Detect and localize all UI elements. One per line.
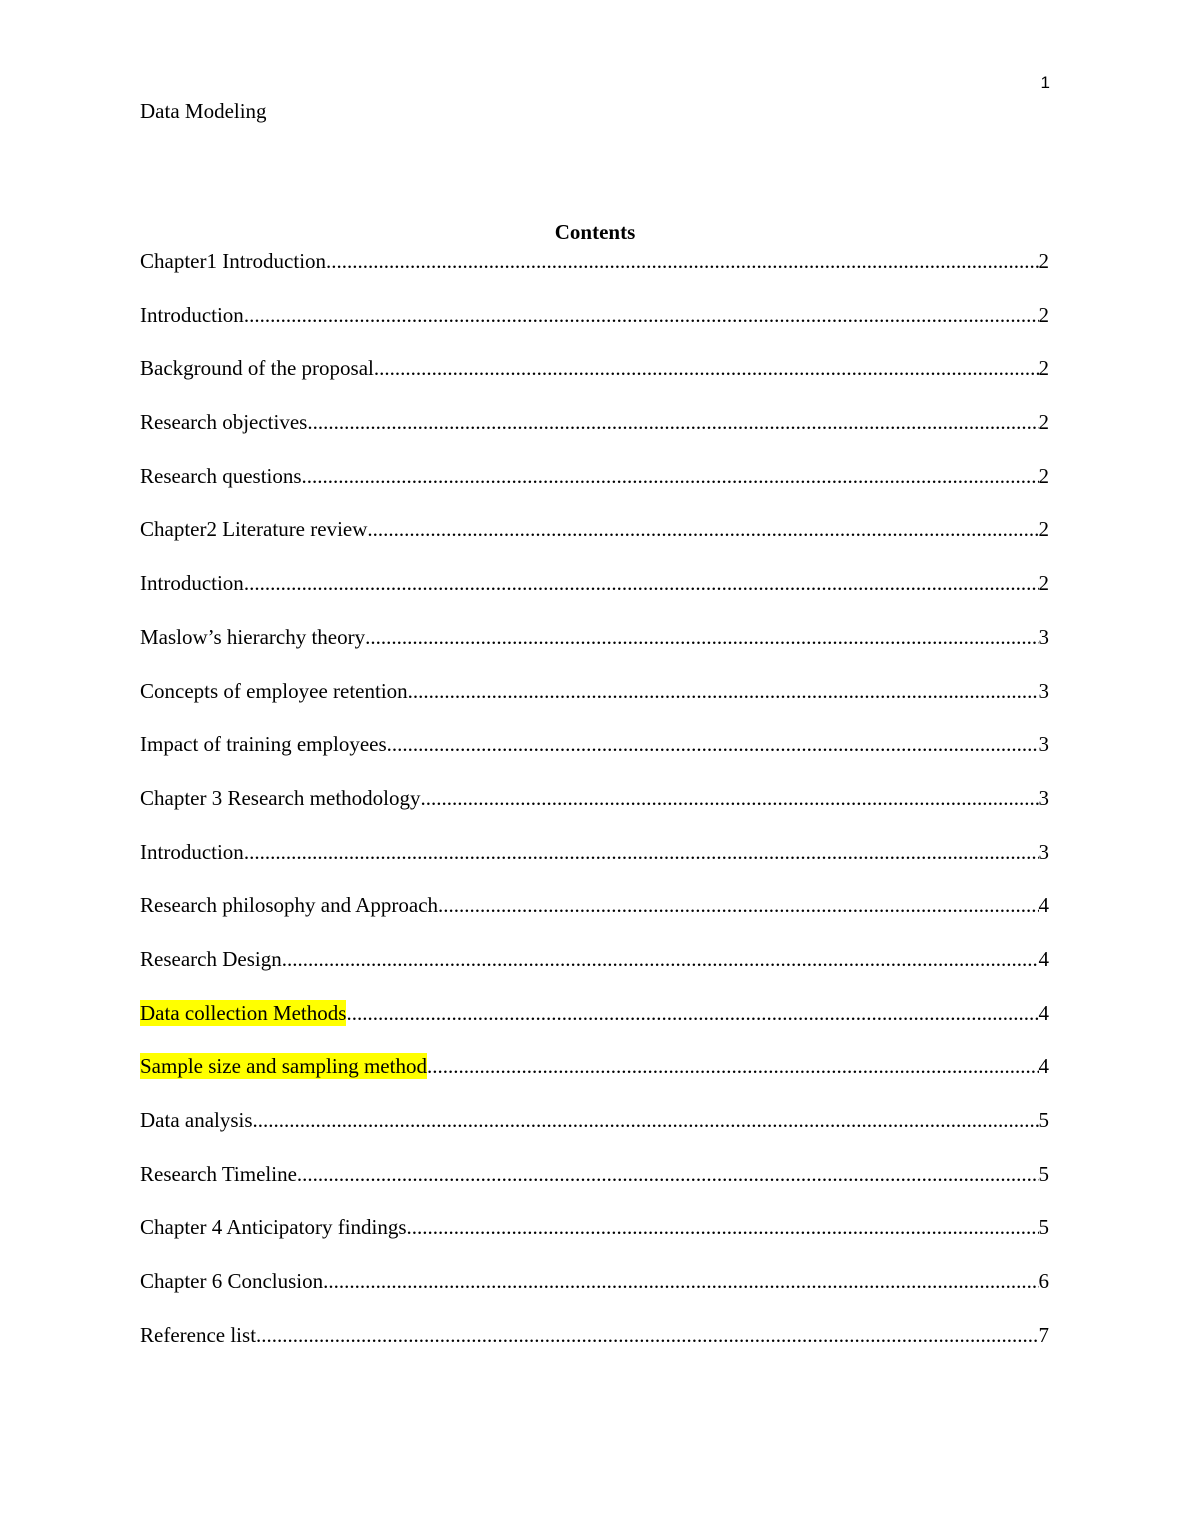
toc-entry[interactable] xyxy=(140,1322,1049,1376)
toc-entry-page: 6 xyxy=(1038,1269,1049,1294)
toc-entry-label: Impact of training employees xyxy=(140,732,387,757)
toc-entry-page: 4 xyxy=(1038,1054,1049,1079)
toc-entry-page: 2 xyxy=(1038,571,1049,596)
toc-entry-page: 4 xyxy=(1038,946,1049,971)
toc-entry-label: Data collection Methods xyxy=(140,1000,347,1025)
toc-entry-label: Chapter 3 Research methodology xyxy=(140,785,421,810)
toc-entry-page: 5 xyxy=(1038,1108,1049,1132)
toc-dot-leader xyxy=(244,839,1039,865)
toc-entry-label: Chapter 6 Conclusion xyxy=(140,1269,324,1294)
page-number: 1 xyxy=(1040,73,1050,92)
toc-dot-leader xyxy=(244,570,1039,596)
toc-entry-label: Research Timeline xyxy=(140,1161,297,1186)
toc-entry-page: 3 xyxy=(1038,732,1049,757)
toc-entry[interactable] xyxy=(140,355,1049,409)
toc-dot-leader xyxy=(302,463,1039,489)
toc-entry[interactable] xyxy=(140,570,1049,624)
toc-entry-page: 3 xyxy=(1038,785,1049,810)
toc-entry-page: 7 xyxy=(1038,1322,1049,1347)
toc-entry[interactable] xyxy=(140,892,1049,946)
toc-entry[interactable] xyxy=(140,1053,1049,1107)
toc-entry-page: 2 xyxy=(1038,410,1049,435)
toc-entry-label: Data analysis xyxy=(140,1108,253,1132)
toc-dot-leader xyxy=(346,1000,1038,1026)
toc-dot-leader xyxy=(421,785,1039,811)
toc-dot-leader xyxy=(374,355,1039,381)
toc-dot-leader xyxy=(365,624,1038,650)
toc-entry[interactable] xyxy=(140,516,1049,570)
toc-entry-page: 2 xyxy=(1038,249,1049,273)
toc-dot-leader xyxy=(387,731,1039,757)
toc-entry-label: Reference list xyxy=(140,1322,257,1347)
toc-entry-label: Chapter1 Introduction xyxy=(140,249,327,273)
toc-entry-page: 4 xyxy=(1038,893,1049,918)
toc-entry-label: Research questions xyxy=(140,463,302,488)
toc-dot-leader xyxy=(256,1322,1038,1348)
toc-entry-label: Chapter2 Literature review xyxy=(140,517,368,542)
toc-entry-page: 5 xyxy=(1038,1215,1049,1240)
toc-dot-leader xyxy=(367,516,1038,542)
toc-dot-leader xyxy=(253,1107,1039,1133)
toc-entry[interactable] xyxy=(140,624,1049,678)
toc-dot-leader xyxy=(408,678,1039,704)
toc-entry[interactable] xyxy=(140,463,1049,517)
toc-entry-page: 2 xyxy=(1038,302,1049,327)
toc-dot-leader xyxy=(323,1268,1038,1294)
toc-entry[interactable] xyxy=(140,731,1049,785)
toc-entry-page: 2 xyxy=(1038,463,1049,488)
toc-dot-leader xyxy=(326,248,1038,274)
toc-dot-leader xyxy=(438,892,1038,918)
toc-entry-label: Sample size and sampling method xyxy=(140,1054,427,1079)
table-of-contents xyxy=(140,248,1049,1375)
toc-entry-label: Research Design xyxy=(140,946,282,971)
toc-entry[interactable] xyxy=(140,302,1049,356)
toc-entry-label: Background of the proposal xyxy=(140,356,374,381)
toc-dot-leader xyxy=(307,409,1038,435)
toc-entry[interactable] xyxy=(140,1107,1049,1161)
toc-entry[interactable] xyxy=(140,1000,1049,1054)
toc-entry-page: 2 xyxy=(1038,517,1049,542)
toc-entry-page: 4 xyxy=(1038,1000,1049,1025)
toc-entry-page: 3 xyxy=(1038,839,1049,864)
toc-entry[interactable] xyxy=(140,678,1049,732)
toc-entry[interactable] xyxy=(140,946,1049,1000)
toc-dot-leader xyxy=(282,946,1039,972)
toc-title: Contents xyxy=(554,220,636,244)
toc-entry-page: 5 xyxy=(1038,1161,1049,1186)
toc-entry-page: 2 xyxy=(1038,356,1049,381)
toc-entry[interactable] xyxy=(140,1268,1049,1322)
toc-dot-leader xyxy=(427,1053,1039,1079)
toc-entry-label: Introduction xyxy=(140,571,244,596)
toc-entry[interactable] xyxy=(140,1161,1049,1215)
toc-entry-label: Research philosophy and Approach xyxy=(140,893,439,918)
toc-entry-page: 3 xyxy=(1038,624,1049,649)
running-head: Data Modeling xyxy=(140,99,267,123)
toc-dot-leader xyxy=(297,1161,1039,1187)
toc-entry-label: Introduction xyxy=(140,302,244,327)
toc-entry-label: Concepts of employee retention xyxy=(140,678,408,703)
toc-dot-leader xyxy=(407,1214,1039,1240)
toc-entry-label: Chapter 4 Anticipatory findings xyxy=(140,1215,407,1240)
toc-entry-label: Research objectives xyxy=(140,410,308,435)
toc-entry[interactable] xyxy=(140,1214,1049,1268)
toc-entry[interactable] xyxy=(140,839,1049,893)
toc-dot-leader xyxy=(244,302,1039,328)
toc-entry-page: 3 xyxy=(1038,678,1049,703)
toc-entry[interactable] xyxy=(140,409,1049,463)
toc-entry-label: Maslow’s hierarchy theory xyxy=(140,624,366,649)
toc-entry-label: Introduction xyxy=(140,839,244,864)
toc-entry[interactable] xyxy=(140,785,1049,839)
toc-entry[interactable] xyxy=(140,248,1049,302)
